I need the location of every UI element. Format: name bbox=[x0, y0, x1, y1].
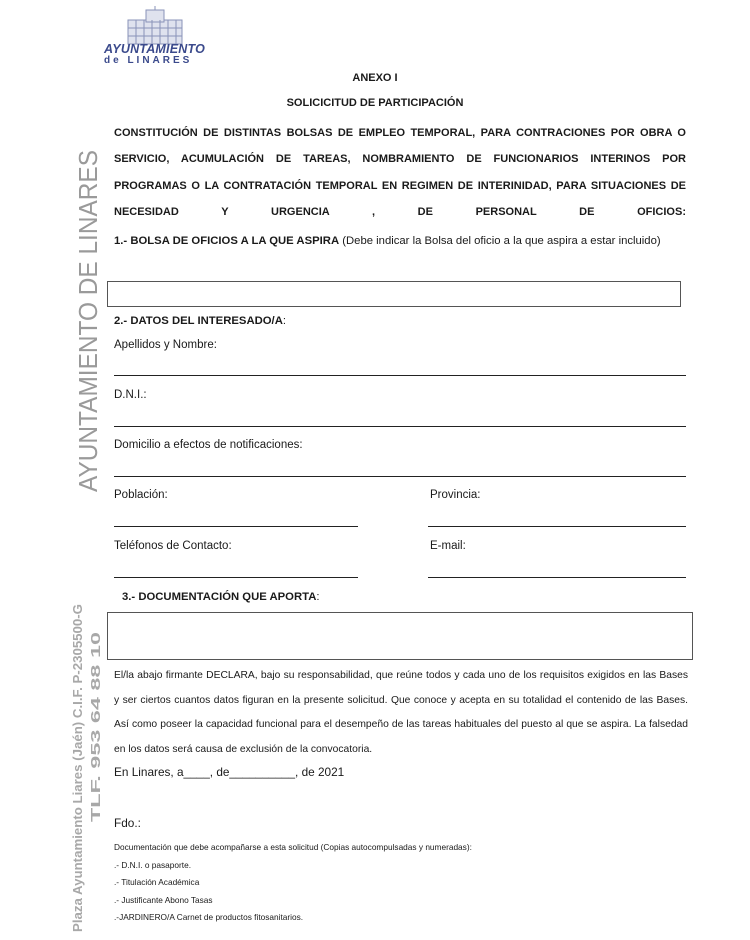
side-vertical-title: AYUNTAMIENTO DE LINARES bbox=[73, 127, 103, 492]
intro-paragraph: CONSTITUCIÓN DE DISTINTAS BOLSAS DE EMPLEO TEMPORAL, PARA CONTRACIONES POR OBRA O SERVICIO, ACUMULACIÓN DE TAREAS, NOMBRAMIENTO DE FUNCIONARIOS INTERINOS POR PROGRAMAS O LA CONTRATACIÓN TEMPORAL EN REGIMEN DE INTERINIDAD, PARA SITUACIONES DE NECESIDAD Y URGENCIA , DE PERSONAL DE OFICIOS: bbox=[114, 127, 686, 218]
docs-intro: Documentación que debe acompañarse a esta solicitud (Copias autocompulsadas y numeradas): bbox=[114, 842, 472, 852]
town-label: Población: bbox=[114, 489, 168, 501]
province-field[interactable] bbox=[428, 526, 686, 527]
email-label: E-mail: bbox=[430, 540, 466, 552]
dni-field[interactable] bbox=[114, 426, 686, 427]
address-label: Domicilio a efectos de notificaciones: bbox=[114, 439, 303, 451]
dni-label: D.N.I.: bbox=[114, 389, 147, 401]
section-1-note: (Debe indicar la Bolsa del oficio a la que aspira a estar incluido) bbox=[339, 235, 661, 247]
email-field[interactable] bbox=[428, 577, 686, 578]
signature-label: Fdo.: bbox=[114, 816, 141, 830]
annex-title: ANEXO I bbox=[352, 72, 398, 84]
logo-line-2: de LINARES bbox=[104, 55, 193, 66]
job-pool-input-box[interactable] bbox=[107, 281, 681, 307]
section-2-title bbox=[114, 308, 286, 334]
section-3-colon: : bbox=[316, 591, 320, 603]
phones-field[interactable] bbox=[114, 577, 358, 578]
documentation-input-box[interactable] bbox=[107, 612, 693, 660]
side-stamp bbox=[0, 0, 110, 940]
section-1-heading: 1.- BOLSA DE OFICIOS A LA QUE ASPIRA bbox=[114, 235, 340, 247]
doc-item: .-JARDINERO/A Carnet de productos fitosanitarios. bbox=[114, 912, 304, 922]
declaration-paragraph: El/la abajo firmante DECLARA, bajo su responsabilidad, que reúne todos y cada uno de los requisitos exigidos en las Bases y ser ciertos cuantos datos figuran en la presente solicitud. Que conoce y acepta en su totalidad el contenido de las Bases. Así como poseer la capacidad funcional para el desempeño de las tareas habituales del puesto al que se aspira. La falsedad en los datos será causa de exclusión de la convocatoria. bbox=[114, 670, 688, 755]
name-field[interactable] bbox=[114, 375, 686, 376]
doc-item: .- Titulación Académica bbox=[114, 877, 200, 887]
section-2-heading: 2.- DATOS DEL INTERESADO/A bbox=[114, 315, 283, 327]
page-title: SOLICICITUD DE PARTICIPACIÓN bbox=[286, 97, 464, 109]
province-label: Provincia: bbox=[430, 489, 481, 501]
town-field[interactable] bbox=[114, 526, 358, 527]
section-3-title bbox=[122, 584, 320, 610]
phones-label: Teléfonos de Contacto: bbox=[114, 540, 232, 552]
side-phone: TLF. 953 64 88 10 bbox=[88, 716, 103, 822]
section-2-colon: : bbox=[282, 315, 286, 327]
logo-line-1: AYUNTAMIENTO bbox=[104, 42, 206, 56]
doc-item: .- D.N.I. o pasaporte. bbox=[114, 860, 192, 870]
section-3-heading: 3.- DOCUMENTACIÓN QUE APORTA bbox=[122, 591, 317, 603]
date-line: En Linares, a____, de__________, de 2021 bbox=[114, 765, 345, 779]
side-address: Plaza Ayuntamiento Liares (Jaén) C.I.F. P-2305500-G bbox=[70, 610, 85, 932]
doc-item: .- Justificante Abono Tasas bbox=[114, 895, 213, 905]
name-label: Apellidos y Nombre: bbox=[114, 339, 217, 351]
section-1-text bbox=[114, 228, 688, 254]
address-field[interactable] bbox=[114, 476, 686, 477]
